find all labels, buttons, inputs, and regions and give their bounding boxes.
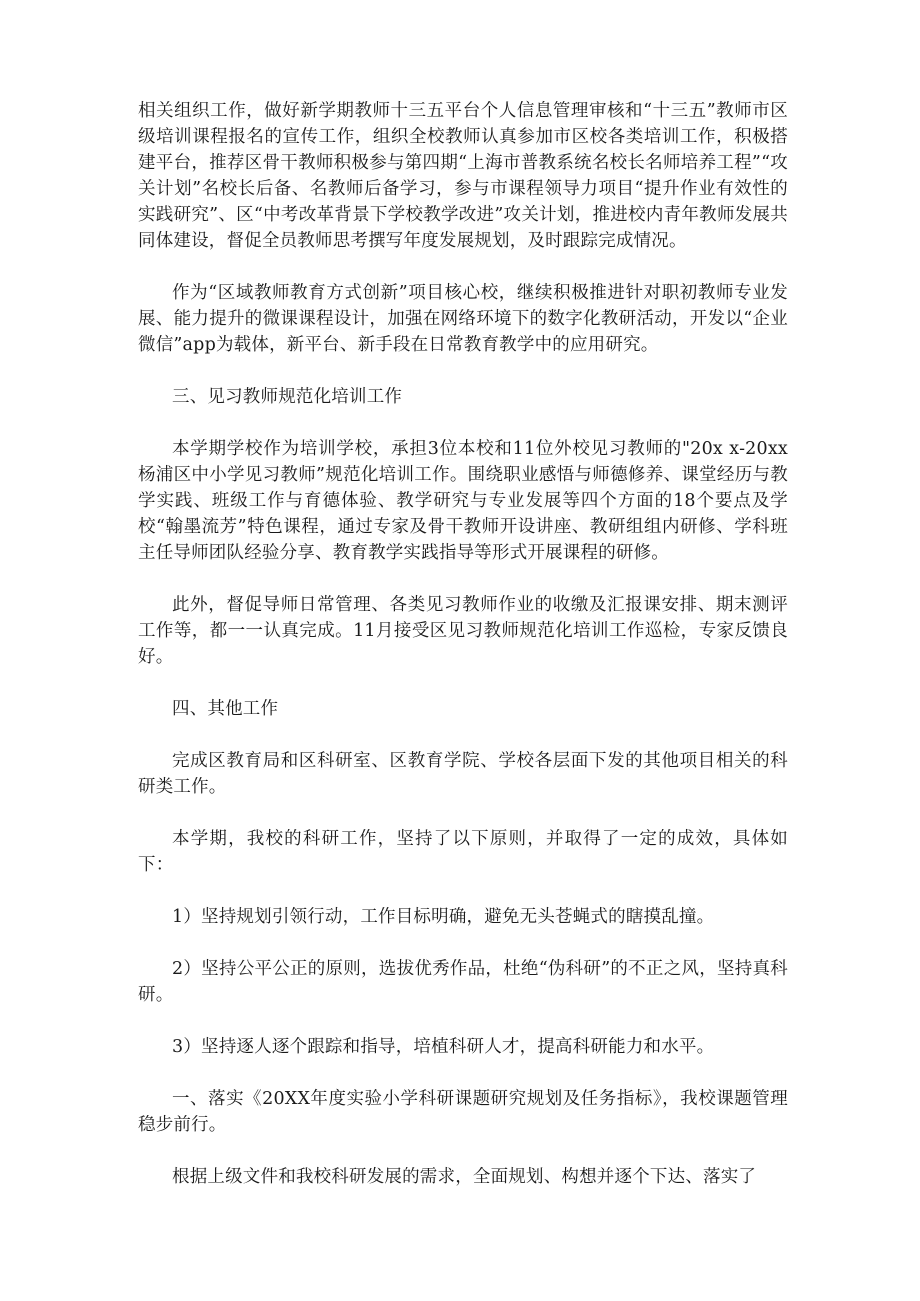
paragraph-mentor-management: 此外，督促导师日常管理、各类见习教师作业的收缴及汇报课安排、期末测评工作等，都一一认真完成。11月接受区见习教师规范化培训工作巡检，专家反馈良好。 xyxy=(138,595,788,667)
paragraph-probationary-training-details: 本学期学校作为培训学校，承担3位本校和11位外校见习教师的"20x x-20xx杨浦区中小学见习教师”规范化培训工作。围绕职业感悟与师德修养、课堂经历与教学实践、班级工作与育德体验、教学研究与专业发展等四个方面的18个要点及学校“翰墨流芳”特色课程，通过专家及骨干教师开设讲座、教研组组内研修、学科班主任导师团队经验分享、教育教学实践指导等形式开展课程的研修。 xyxy=(138,439,788,563)
paragraph-teacher-education-innovation: 作为“区域教师教育方式创新”项目核心校，继续积极推进针对职初教师专业发展、能力提升的微课课程设计，加强在网络环境下的数字化教研活动，开发以“企业微信”app为载体，新平台、新手段在日常教育教学中的应用研究。 xyxy=(138,283,788,355)
section-heading-other-work: 四、其他工作 xyxy=(172,699,279,719)
list-item-principle-3: 3）坚持逐人逐个跟踪和指导，培植科研人才，提高科研能力和水平。 xyxy=(172,1037,715,1057)
paragraph-other-research-tasks: 完成区教育局和区科研室、区教育学院、学校各层面下发的其他项目相关的科研类工作。 xyxy=(138,751,788,797)
paragraph-research-plan-implementation: 一、落实《20XX年度实验小学科研课题研究规划及任务指标》，我校课题管理稳步前行。 xyxy=(138,1089,788,1135)
list-item-principle-1: 1）坚持规划引领行动，工作目标明确，避免无头苍蝇式的瞎摸乱撞。 xyxy=(172,907,715,927)
list-item-principle-2: 2）坚持公平公正的原则，选拔优秀作品，杜绝“伪科研”的不正之风，坚持真科研。 xyxy=(138,959,788,1005)
section-heading-probationary-teacher-training: 三、见习教师规范化培训工作 xyxy=(172,387,403,407)
document-body xyxy=(138,98,788,1216)
paragraph-research-principles-intro: 本学期，我校的科研工作，坚持了以下原则，并取得了一定的成效，具体如下： xyxy=(138,829,788,875)
paragraph-planning-continuation: 根据上级文件和我校科研发展的需求，全面规划、构想并逐个下达、落实了 xyxy=(172,1167,757,1187)
paragraph-teacher-training-organization: 相关组织工作，做好新学期教师十三五平台个人信息管理审核和“十三五”教师市区级培训课程报名的宣传工作，组织全校教师认真参加市区校各类培训工作，积极搭建平台，推荐区骨干教师积极参与第四期“上海市普教系统名校长名师培养工程”“攻关计划”名校长后备、名教师后备学习，参与市课程领导力项目“提升作业有效性的实践研究”、区“中考改革背景下学校教学改进”攻关计划，推进校内青年教师发展共同体建设，督促全员教师思考撰写年度发展规划，及时跟踪完成情况。 xyxy=(138,101,788,251)
